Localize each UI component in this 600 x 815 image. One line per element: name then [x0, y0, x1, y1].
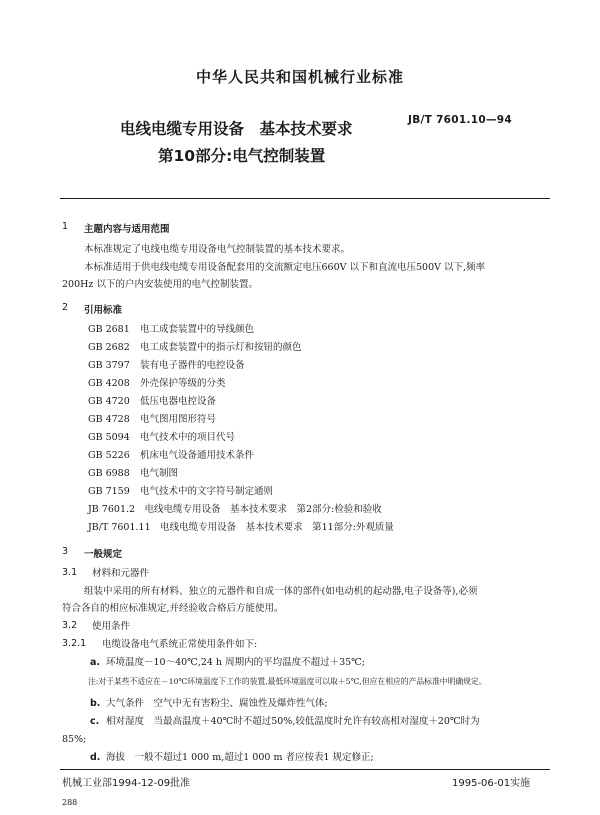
approval-date: 机械工业部1994-12-09批准: [62, 778, 191, 789]
reference-code: GB 4720: [88, 396, 130, 407]
section-1-paragraph-2-line-2: 200Hz 以下的户内安装使用的电气控制装置。: [62, 279, 258, 290]
standard-number: JB/T 7601.10—94: [408, 114, 512, 126]
reference-title: 电气图用图形符号: [140, 414, 217, 425]
section-3-1-title: 材料和元器件: [92, 568, 150, 579]
item-a-label: a.: [90, 657, 101, 668]
page-number: 288: [62, 798, 78, 807]
reference-code: GB 4728: [88, 414, 130, 425]
note-text: 注:对于某些不适应在－10℃环境温度下工作的装置,最低环境温度可以取＋5℃,但应在相应的产品标准中明确规定。: [88, 677, 487, 686]
reference-title: 电工成套装置中的指示灯和按钮的颜色: [140, 342, 302, 353]
reference-code: GB 4208: [88, 378, 130, 389]
section-3-2-1-text: 电缆设备电气系统正常使用条件如下:: [102, 639, 258, 650]
reference-jb-7601-2: JB 7601.2 电线电缆专用设备 基本技术要求 第2部分:检验和验收: [88, 504, 382, 515]
section-3-number: 3: [62, 546, 69, 557]
reference-item: [88, 449, 254, 462]
item-c-continuation: 85%;: [62, 734, 87, 745]
reference-title: 电气技术中的文字符号制定通则: [140, 486, 274, 497]
document-title-line2: 第10部分:电气控制装置: [158, 147, 326, 165]
reference-code: GB 2681: [88, 324, 130, 335]
section-1-number: 1: [62, 221, 69, 232]
section-3-1-number: 3.1: [62, 567, 78, 578]
reference-title: 低压电器电控设备: [140, 396, 217, 407]
reference-code: GB 5226: [88, 450, 130, 461]
header-rule: [60, 198, 550, 199]
reference-title: 装有电子器件的电控设备: [140, 360, 245, 371]
reference-title: 电气制图: [140, 468, 179, 479]
reference-item: [88, 359, 245, 372]
reference-title: 机床电气设备通用技术条件: [140, 450, 255, 461]
item-d-label: d.: [90, 752, 101, 763]
section-1-paragraph-1: 本标准规定了电线电缆专用设备电气控制装置的基本技术要求。: [84, 244, 351, 255]
item-b-label: b.: [90, 698, 101, 709]
reference-jb-t-7601-11: JB/T 7601.11 电线电缆专用设备 基本技术要求 第11部分:外观质量: [88, 522, 394, 533]
item-b-text: 大气条件 空气中无有害粉尘、腐蚀性及爆炸性气体;: [106, 698, 328, 709]
item-c-text: 相对湿度 当最高温度＋40℃时不超过50%,较低温度时允许有较高相对湿度＋20℃时为: [106, 716, 480, 727]
section-3-1-line-1: 组装中采用的所有材料、独立的元器件和自成一体的部件(如电动机的起动器,电子设备等),必须: [84, 586, 478, 597]
reference-item: [88, 485, 273, 498]
reference-title: 电气技术中的项目代号: [140, 432, 236, 443]
reference-item: [88, 413, 216, 426]
section-3-2-1-number: 3.2.1: [62, 638, 87, 649]
reference-item: [88, 431, 235, 444]
section-2-title: 引用标准: [84, 305, 123, 316]
reference-code: GB 5094: [88, 432, 130, 443]
reference-code: GB 6988: [88, 468, 130, 479]
reference-item: [88, 395, 216, 408]
footer-rule: [60, 769, 550, 770]
document-title-line1: 电线电缆专用设备 基本技术要求: [120, 120, 353, 138]
section-3-2-number: 3.2: [62, 620, 78, 631]
standard-type-heading: 中华人民共和国机械行业标准: [195, 68, 404, 86]
section-1-paragraph-2-line-1: 本标准适用于供电线电缆专用设备配套用的交流额定电压660V 以下和直流电压500V 以下,频率: [84, 262, 486, 273]
section-2-number: 2: [62, 302, 69, 313]
reference-item: [88, 377, 226, 390]
reference-title: 电工成套装置中的导线颜色: [140, 324, 255, 335]
implementation-date: 1995-06-01实施: [452, 778, 531, 789]
item-c-label: c.: [90, 716, 100, 727]
reference-item: [88, 341, 302, 354]
reference-item: [88, 467, 178, 480]
item-a-text: 环境温度－10～40℃,24 h 周期内的平均温度不超过＋35℃;: [106, 657, 365, 668]
reference-code: GB 7159: [88, 486, 130, 497]
section-3-2-title: 使用条件: [92, 621, 131, 632]
section-3-1-line-2: 符合各自的相应标准规定,并经验收合格后方能使用。: [62, 603, 284, 614]
reference-code: GB 3797: [88, 360, 130, 371]
reference-code: GB 2682: [88, 342, 130, 353]
item-d-text: 海拔 一般不超过1 000 m,超过1 000 m 者应按表1 规定修正;: [106, 752, 374, 763]
section-3-title: 一般规定: [84, 549, 123, 560]
reference-item: [88, 323, 254, 336]
section-1-title: 主题内容与适用范围: [84, 224, 170, 235]
reference-title: 外壳保护等级的分类: [140, 378, 226, 389]
